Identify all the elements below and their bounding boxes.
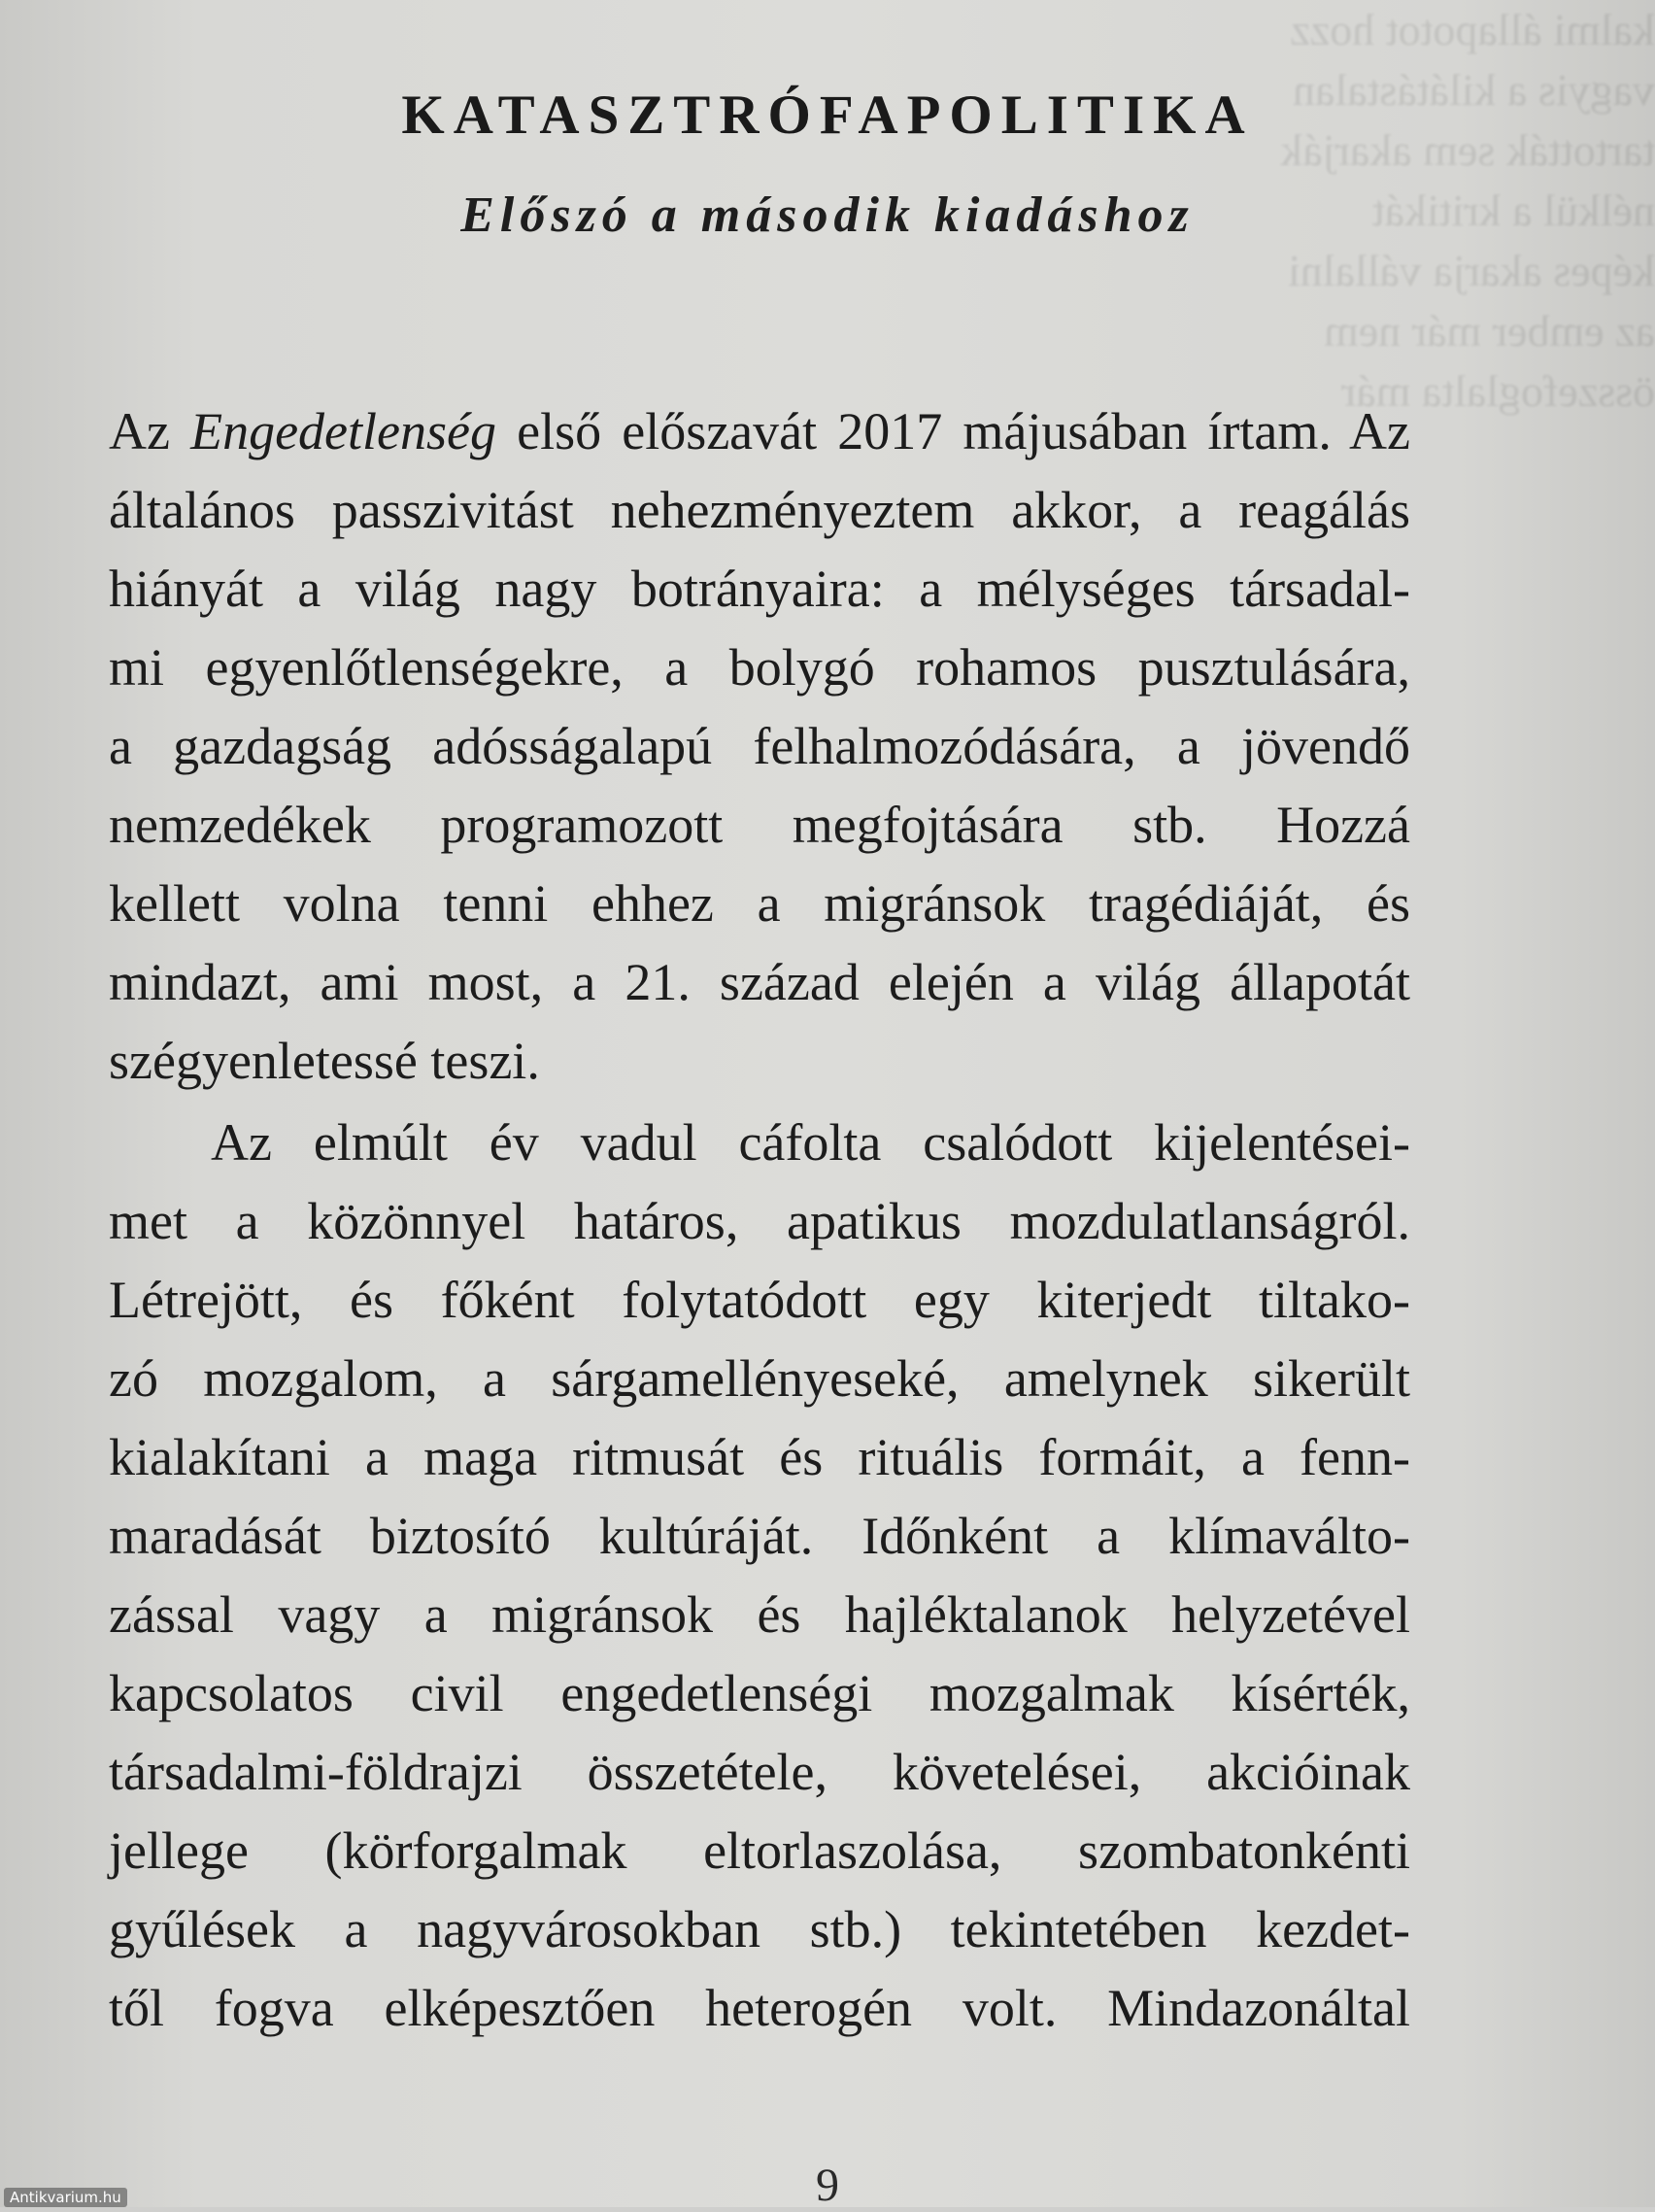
text-line: kellett volna tenni ehhez a migránsok tragédiáját, és bbox=[109, 874, 1410, 933]
watermark: Antikvarium.hu bbox=[4, 2188, 127, 2207]
text-line: Létrejött, és főként folytatódott egy kiterjedt tiltako- bbox=[109, 1271, 1410, 1329]
text-line: met a közönnyel határos, apatikus mozdulatlanságról. bbox=[109, 1192, 1410, 1250]
text-line: től fogva elképesztően heterogén volt. Mindazonáltal bbox=[109, 1979, 1410, 2037]
text-line: kialakítani a maga ritmusát és rituális formáit, a fenn- bbox=[109, 1428, 1410, 1486]
text-line: szégyenletessé teszi. bbox=[109, 1032, 540, 1090]
text-line: Az elmúlt év vadul cáfolta csalódott kijelentései- bbox=[211, 1113, 1410, 1172]
body-text bbox=[109, 392, 1410, 2048]
text-line: a gazdagság adósságalapú felhalmozódására, a jövendő bbox=[109, 717, 1410, 775]
chapter-title: KATASZTRÓFAPOLITIKA bbox=[401, 85, 1254, 146]
text-line: zással vagy a migránsok és hajléktalanok helyzetével bbox=[109, 1585, 1410, 1644]
book-title-italic: Engedetlenség bbox=[190, 402, 496, 460]
bleed-through-text: kalmi állapotot hozz vagyis a kilátástalan tartották sem akarják nélkül a kritikát képes akarja vállalni az ember már nem összefoglalta már bbox=[1280, 5, 1655, 416]
text-line: nemzedékek programozott megfojtására stb. Hozzá bbox=[109, 796, 1410, 854]
paragraph-2 bbox=[109, 1104, 1410, 2048]
chapter-subtitle: Előszó a második kiadáshoz bbox=[460, 187, 1195, 243]
text-line bbox=[109, 392, 1410, 471]
text-line: gyűlések a nagyvárosokban stb.) tekintetében kezdet- bbox=[109, 1900, 1410, 1958]
page-number: 9 bbox=[816, 2160, 839, 2211]
text-span: Az bbox=[109, 402, 191, 460]
text-line: kapcsolatos civil engedetlenségi mozgalmak kísérték, bbox=[109, 1664, 1410, 1722]
text-line: társadalmi-földrajzi összetétele, követelései, akcióinak bbox=[109, 1743, 1410, 1801]
text-line: maradását biztosító kultúráját. Időnként a klímaválto- bbox=[109, 1507, 1410, 1565]
paragraph-1 bbox=[109, 392, 1410, 1101]
text-span: első előszavát 2017 májusában írtam. Az bbox=[495, 402, 1410, 460]
text-line: zó mozgalom, a sárgamellényeseké, amelynek sikerült bbox=[109, 1349, 1410, 1408]
text-line: általános passzivitást nehezményeztem akkor, a reagálás bbox=[109, 481, 1410, 539]
text-line: mi egyenlőtlenségekre, a bolygó rohamos pusztulására, bbox=[109, 638, 1410, 697]
text-line: hiányát a világ nagy botrányaira: a mélységes társadal- bbox=[109, 560, 1410, 618]
text-line: jellege (körforgalmak eltorlaszolása, szombatonkénti bbox=[109, 1821, 1410, 1880]
text-line: mindazt, ami most, a 21. század elején a világ állapotát bbox=[109, 953, 1410, 1011]
